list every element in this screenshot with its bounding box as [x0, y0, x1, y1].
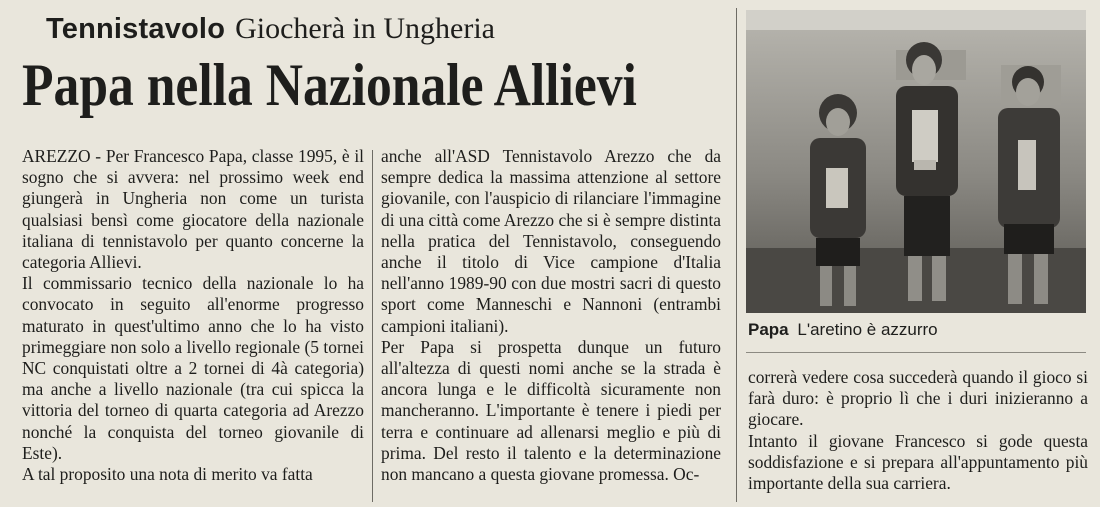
article-column-2 [381, 146, 721, 485]
article-column-1 [22, 146, 364, 485]
paragraph: Il commissario tecnico della nazionale lo ha convocato in seguito all'enorme progresso maturato in quest'ultimo anno che lo ha visto primeggiare non solo a livello regionale (5 tornei NC conquistati oltre a 2 tornei di 4à categoria) ma anche a livello nazionale (tra cui spicca la vittoria del torneo di quarta categoria ad Arezzo nonché la conquista del torneo giovanile di Este). [22, 273, 364, 463]
article-column-3 [748, 367, 1088, 494]
paragraph: Per Papa si prospetta dunque un futuro all'altezza di questi nomi anche se la strada è ancora lunga e le difficoltà sicuramente non mancheranno. L'importante è tenere i piedi per terra e continuare ad allenarsi meglio e più di prima. Del resto il talento e la determinazione non mancano a questa giovane promessa. Oc- [381, 336, 721, 485]
paragraph: Intanto il giovane Francesco si gode questa soddisfazione e si prepara all'appuntamento più importante della sua carriera. [748, 430, 1088, 494]
article-subtitle: Giocherà in Ungheria [235, 12, 496, 45]
caption-text: L'aretino è azzurro [797, 320, 938, 339]
caption-divider [746, 352, 1086, 353]
column-divider [372, 150, 373, 502]
article-photo [746, 10, 1086, 313]
paragraph: anche all'ASD Tennistavolo Arezzo che da sempre dedica la massima attenzione al settore giovanile, con l'auspicio di rilanciare l'immagine di una città come Arezzo che si è sempre distinta nella pratica del Tennistavolo, conseguendo anche il titolo di Vice campione d'Italia nell'anno 1989-90 con due mostri sacri di questo sport come Manneschi e Nannoni (entrambi campioni italiani). [381, 146, 721, 336]
photo-caption [748, 320, 1088, 340]
caption-label: Papa [748, 320, 789, 339]
section-label: Tennistavolo [46, 13, 226, 45]
paragraph: AREZZO - Per Francesco Papa, classe 1995, è il sogno che si avvera: nel prossimo week end giungerà in Ungheria non come un turista qualsiasi bensì come giocatore della nazionale italiana di tennistavolo per quanto concerne la categoria Allievi. [22, 146, 364, 273]
photo-three-players-with-trophies [746, 10, 1086, 313]
article-kicker [46, 12, 736, 46]
column-divider [736, 8, 737, 502]
paragraph: A tal proposito una nota di merito va fatta [22, 464, 313, 485]
paragraph: correrà vedere cosa succederà quando il gioco si farà duro: è proprio lì che i duri inizieranno a giocare. [748, 367, 1088, 430]
article-headline: Papa nella Nazionale Allievi [22, 52, 637, 118]
